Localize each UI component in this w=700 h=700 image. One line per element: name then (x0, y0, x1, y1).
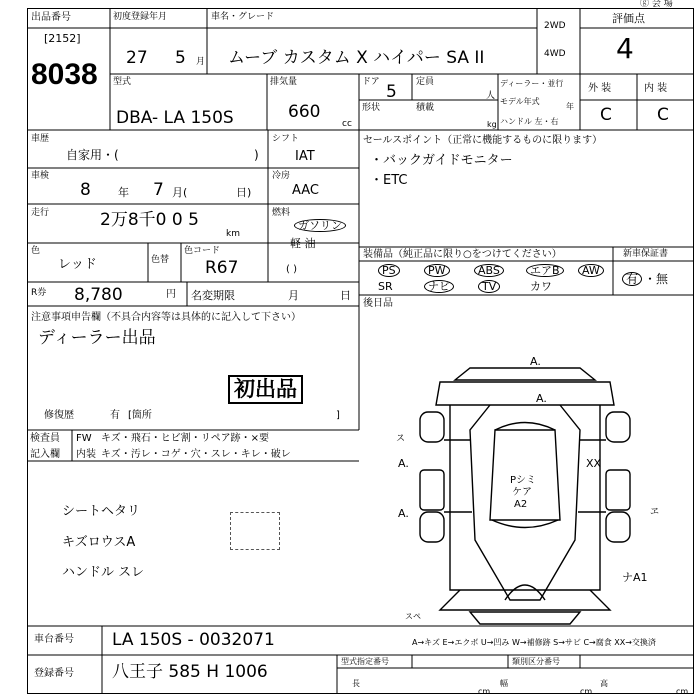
person-unit: 人 (486, 91, 496, 101)
cm-unit-3: cm (676, 687, 689, 696)
cm-unit-2: cm (580, 687, 593, 696)
interior-label: 内 装 (644, 83, 668, 94)
model-year-label: モデル年式 (500, 97, 540, 106)
month-unit: 月 (196, 57, 206, 67)
lot-label: 出品番号 (31, 12, 71, 23)
first-reg-month: 5 (175, 48, 186, 68)
doors-label: ドア (362, 77, 380, 87)
history-value: 自家用・( (66, 148, 119, 162)
mark-front: A. (530, 355, 541, 368)
notes-line1: ディーラー出品 (38, 328, 156, 348)
inspector-row2-rest: キズ・汚レ・コゲ・穴・スレ・キレ・破レ (101, 449, 291, 460)
sales-line1: ・バックガイドモニター (370, 153, 513, 168)
color-code-label: 色コード (184, 246, 221, 256)
km-unit: km (226, 229, 240, 239)
color-label: 色 (31, 246, 41, 256)
notes-label: 注意事項申告欄（不具合内容等は具体的に記入して下さい） (31, 312, 301, 323)
repair-paren: [箇所 (128, 410, 152, 421)
sales-line2: ・ETC (370, 173, 408, 188)
cc-unit: cc (342, 119, 352, 129)
mark-spare: スペ (405, 612, 421, 621)
interior-value: C (657, 105, 669, 125)
height-label: 高 (600, 679, 608, 688)
mileage-value: 2万8千0 0 5 (100, 210, 199, 230)
history-label: 車歴 (31, 134, 50, 144)
fuel-gas: ガソリン (294, 219, 346, 232)
recycle-value: 8,780 (74, 285, 123, 305)
mileage-label: 走行 (31, 208, 50, 218)
mark-left-side: ス (396, 434, 406, 444)
load-label: 積載 (416, 103, 435, 113)
recycle-label: R券 (31, 288, 47, 298)
equip-airbag: エアB (526, 264, 564, 277)
inspector-label1: 検査員 (30, 433, 60, 444)
repair-close: ] (336, 410, 340, 421)
title-limit-day: 日 (340, 289, 351, 302)
repair-label: 修復歴 (44, 410, 74, 421)
small-stamp (230, 512, 280, 550)
insp-year: 8 (80, 180, 91, 200)
displacement-value: 660 (288, 102, 321, 122)
capacity-label: 定員 (416, 77, 435, 87)
year-unit: 年 (566, 102, 574, 111)
kg-unit: kg (487, 120, 497, 129)
grade-value: 4 (616, 32, 634, 65)
shape-label: 形状 (362, 103, 381, 113)
repair-yes: 有 (110, 410, 120, 421)
model-value: DBA- LA 150S (116, 108, 234, 128)
carname-label: 車名・グレード (211, 12, 275, 22)
warranty-no: ・無 (644, 272, 669, 286)
rear-label: 後日品 (363, 298, 393, 309)
title-limit-label: 名変期限 (191, 289, 235, 302)
inspection-label: 車検 (31, 171, 50, 181)
equip-abs: ABS (474, 264, 504, 277)
ac-label: 冷房 (272, 171, 291, 181)
damage-legend: A→キズ E→エクボ U→凹み W→補修跡 S→サビ C→腐食 XX→交換済 (412, 638, 656, 647)
sales-label: セールスポイント（正常に機能するものに限ります） (363, 135, 603, 146)
insp-month-unit: 月( (172, 186, 188, 199)
title-limit-month: 月 (288, 289, 299, 302)
inspector-label2: 記入欄 (30, 449, 60, 460)
equipment-label: 装備品（純正品に限り○をつけてください） (363, 249, 562, 260)
equip-pw: PW (424, 264, 450, 277)
insp-month: 7 (153, 180, 164, 200)
fuel-light: 軽 油 (290, 237, 316, 250)
cm-unit-1: cm (478, 687, 491, 696)
inspector-row1-rest: キズ・飛石・ヒビ割・リペア跡・×要 (101, 433, 269, 444)
equip-tv: TV (478, 280, 500, 293)
fuel-label: 燃料 (272, 208, 291, 218)
color-value: レッド (58, 257, 97, 272)
dealer-label: ディーラー・並行 (500, 79, 564, 88)
reg-label: 登録番号 (34, 668, 74, 679)
length-label: 長 (352, 679, 360, 688)
fuel-paren: ( ) (286, 264, 297, 275)
mark-roof3: A2 (514, 499, 528, 510)
model-label: 型式 (113, 77, 132, 87)
first-entry-stamp: 初出品 (228, 375, 303, 404)
history-close: ) (254, 148, 259, 162)
inspector-row1-first: FW (76, 433, 92, 444)
mark-left-door: A. (398, 507, 409, 520)
shift-label: シフト (272, 134, 300, 144)
lot-sub: [2152] (44, 32, 81, 45)
color-change-label: 色替 (151, 255, 170, 265)
mark-roof2: ケア (512, 487, 532, 498)
first-reg-label: 初度登録年月 (113, 12, 168, 22)
doors-value: 5 (386, 82, 397, 102)
reg-value: 八王子 585 H 1006 (112, 662, 268, 682)
equip-leather: カワ (530, 280, 552, 293)
type-cert-label: 型式指定番号 (341, 657, 389, 666)
carname-value: ムーブ カスタム X ハイパー SA II (228, 48, 485, 68)
inspector-row2-first: 内装 (76, 449, 96, 460)
drive-4wd: 4WD (544, 49, 566, 59)
grade-label: 評価点 (612, 12, 645, 25)
width-label: 幅 (500, 679, 508, 688)
exterior-value: C (600, 105, 612, 125)
chassis-label: 車台番号 (34, 634, 74, 645)
yen-unit: 円 (166, 289, 176, 300)
exterior-label: 外 装 (588, 83, 612, 94)
equip-sr: SR (378, 280, 393, 293)
first-reg-year: 27 (126, 48, 148, 68)
color-code-value: R67 (205, 258, 239, 278)
shift-value: IAT (295, 149, 315, 164)
mark-left-fender: A. (398, 457, 409, 470)
warranty-label: 新車保証書 (623, 249, 669, 259)
chassis-value: LA 150S - 0032071 (112, 630, 275, 650)
equip-ps: PS (378, 264, 400, 277)
mark-right-xx: XX (586, 457, 602, 470)
handle-label: ハンドル 左・右 (500, 117, 559, 126)
remarks-line2: キズロウスA (62, 535, 136, 550)
mark-rear-right: ナA1 (622, 571, 648, 584)
mark-hood: A. (536, 392, 547, 405)
remarks-line3: ハンドル スレ (62, 565, 145, 580)
lot-number: 8038 (31, 58, 98, 91)
corner-text: ⓖ 会 場 (640, 0, 673, 9)
equip-aw: AW (578, 264, 604, 277)
class-label: 類別区分番号 (512, 657, 560, 666)
drive-2wd: 2WD (544, 21, 566, 31)
remarks-line1: シートヘタリ (62, 504, 141, 519)
mark-right-side: ヱ (650, 507, 660, 517)
mark-roof1: Pシミ (510, 475, 537, 486)
insp-day-unit: 日) (236, 186, 252, 199)
insp-year-unit: 年 (118, 186, 129, 199)
equip-navi: ナビ (424, 280, 454, 293)
displacement-label: 排気量 (270, 77, 298, 87)
warranty-yes: 有 (622, 272, 642, 286)
ac-value: AAC (292, 183, 319, 198)
